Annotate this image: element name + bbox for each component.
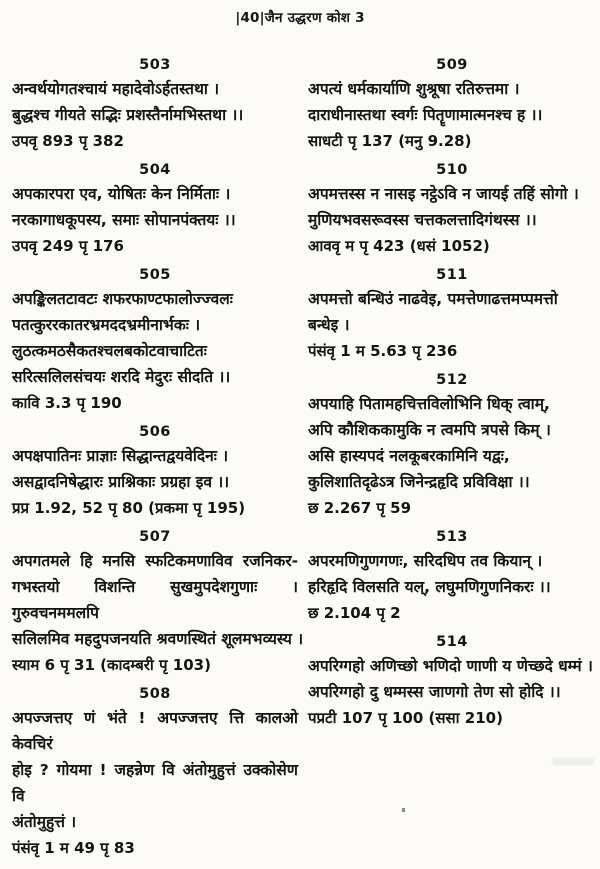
source-ref: आववृ म पृ 423 (धसं 1052): [308, 237, 490, 255]
scan-speck-artifact: [402, 808, 405, 812]
source-ref: साधटी पृ 137 (मनु 9.28): [308, 132, 472, 150]
verse-line: सरित्सलिलसंचयः शरदि मेदुरः सीदति ।।: [12, 368, 231, 386]
verse-entry-504: [12, 162, 298, 259]
source-ref: पंसंवृ 1 म 5.63 पृ 236: [308, 342, 458, 360]
verse-line: सलिलमिव महदुपजनयति श्रवणस्थितं शूलमभव्यस्य ।: [12, 630, 304, 648]
source-ref: प्रप्र 1.92, 52 पृ 80 (प्रकमा पृ 195): [12, 499, 246, 517]
verse-line: गभस्तयो विशन्ति सुखमुपदेशगुणाः । गुरुवचनममलपि: [12, 578, 298, 622]
verse-line: मुणियभवसरूवस्स चत्तकलत्तादिगंथस्स ।।: [308, 211, 537, 229]
verse-number: 514: [436, 634, 468, 650]
verse-line: अपङ्किलतटावटः शफरफाण्टफालोज्ज्वलः: [12, 290, 233, 308]
verse-line: बुद्धश्च गीयते सद्भिः प्रशस्तैर्नामभिस्तथा ।।: [12, 106, 244, 124]
verse-line: असद्वादनिषेद्धारः प्राश्निकाः प्रग्रहा इव ।।: [12, 473, 230, 491]
verse-number: 511: [436, 267, 468, 283]
book-title: जैन उद्धरण कोश 3: [264, 10, 365, 26]
source-ref: उपवृ 249 पृ 176: [12, 237, 124, 255]
verse-line: अन्वर्थयोगतश्चायं महादेवोऽर्हतस्तथा ।: [12, 80, 220, 98]
source-ref: कावि 3.3 पृ 190: [12, 394, 122, 412]
verse-number: 508: [139, 686, 171, 702]
verse-entry-514: [308, 634, 596, 731]
verse-line: अपि कौशिककामुकि न त्वमपि त्रपसे किम् ।: [308, 421, 551, 439]
verse-number: 503: [139, 57, 171, 73]
verse-entry-505: [12, 267, 298, 416]
verse-line: पतत्कुररकातरभ्रमददभ्रमीनार्भकः ।: [12, 316, 201, 334]
verse-number: 505: [139, 267, 171, 283]
verse-entry-503: [12, 57, 298, 154]
verse-entry-512: [308, 372, 596, 521]
verse-entry-506: [12, 424, 298, 521]
verse-line: बन्धेइ ।: [308, 316, 350, 334]
page-header: [0, 8, 600, 26]
right-column: [308, 54, 596, 739]
verse-number: 506: [139, 424, 171, 440]
verse-line: अपरमणिगुणगणः, सरिदधिप तव कियान् ।: [308, 552, 543, 570]
verse-line: अपक्षपातिनः प्राज्ञाः सिद्धान्तद्वयवेदिनः ।: [12, 447, 229, 465]
verse-number: 510: [436, 162, 468, 178]
left-column: [12, 54, 304, 869]
verse-number: 512: [436, 372, 468, 388]
verse-line: नरकागाधकूपस्य, समाः सोपानपंक्तयः ।।: [12, 211, 236, 229]
verse-entry-513: [308, 529, 596, 626]
verse-number: 504: [139, 162, 171, 178]
verse-entry-507: [12, 529, 304, 678]
verse-line: अपगतमले हि मनसि स्फटिकमणाविव रजनिकर-: [12, 552, 298, 570]
verse-number: 507: [139, 529, 171, 545]
verse-line: अंतोमुहुत्तं ।: [12, 813, 77, 831]
verse-line: अपरिग्गहो दु धम्मस्स जाणगो तेण सो होदि ।।: [308, 683, 561, 701]
verse-line: अपयाहि पितामहचित्तविलोभिनि धिक् त्वाम्,: [308, 395, 550, 413]
verse-line: अपरिग्गहो अणिच्छो भणिदो णाणी य णेच्छदे धम्मं ।: [308, 657, 593, 675]
page-number: |40|: [235, 10, 265, 26]
source-ref: उपवृ 893 पृ 382: [12, 132, 124, 150]
verse-line: अपत्यं धर्मकार्याणि शुश्रूषा रतिरुत्तमा ।: [308, 80, 520, 98]
verse-line: असि हास्यपदं नलकूबरकामिनि यद्वः,: [308, 447, 510, 465]
source-ref: पप्रटी 107 पृ 100 (ससा 210): [308, 709, 503, 727]
source-ref: छ 2.267 पृ 59: [308, 499, 412, 517]
source-ref: छ 2.104 पृ 2: [308, 604, 401, 622]
verse-line: लुठत्कमठसैकतश्चलबकोटवाचाटितः: [12, 342, 207, 360]
verse-line: हरिहृदि विलसति यल्, लघुमणिगुणनिकरः ।।: [308, 578, 551, 596]
verse-line: अपमत्तस्स न नासइ नट्ठेऽवि न जायई तहिं सोगो ।: [308, 185, 579, 203]
verse-line: अपकारपरा एव, योषितः केन निर्मिताः ।: [12, 185, 231, 203]
verse-entry-510: [308, 162, 596, 259]
verse-number: 513: [436, 529, 468, 545]
verse-line: दाराधीनास्तथा स्वर्गः पितॄणामात्मनश्च ह ।।: [308, 106, 543, 124]
verse-entry-511: [308, 267, 596, 364]
verse-line: अपज्जत्तए णं भंते ! अपज्जत्तए त्ति कालओ केवचिरं: [12, 709, 298, 753]
verse-line: कुलिशातिदृढेऽत्र जिनेन्द्रहृदि प्रविविक्षा ।।: [308, 473, 530, 491]
verse-number: 509: [436, 57, 468, 73]
source-ref: पंसंवृ 1 म 49 पृ 83: [12, 839, 135, 857]
verse-line: होइ ? गोयमा ! जहन्नेण वि अंतोमुहुत्तं उक्कोसेण वि: [12, 761, 298, 805]
source-ref: स्याम 6 पृ 31 (कादम्बरी पृ 103): [12, 656, 211, 674]
verse-entry-509: [308, 57, 596, 154]
scan-smudge-artifact: [552, 758, 594, 765]
verse-line: अपमत्तो बन्धिउं नाढवेइ, पमत्तेणाढत्तमप्पमत्तो: [308, 290, 558, 308]
